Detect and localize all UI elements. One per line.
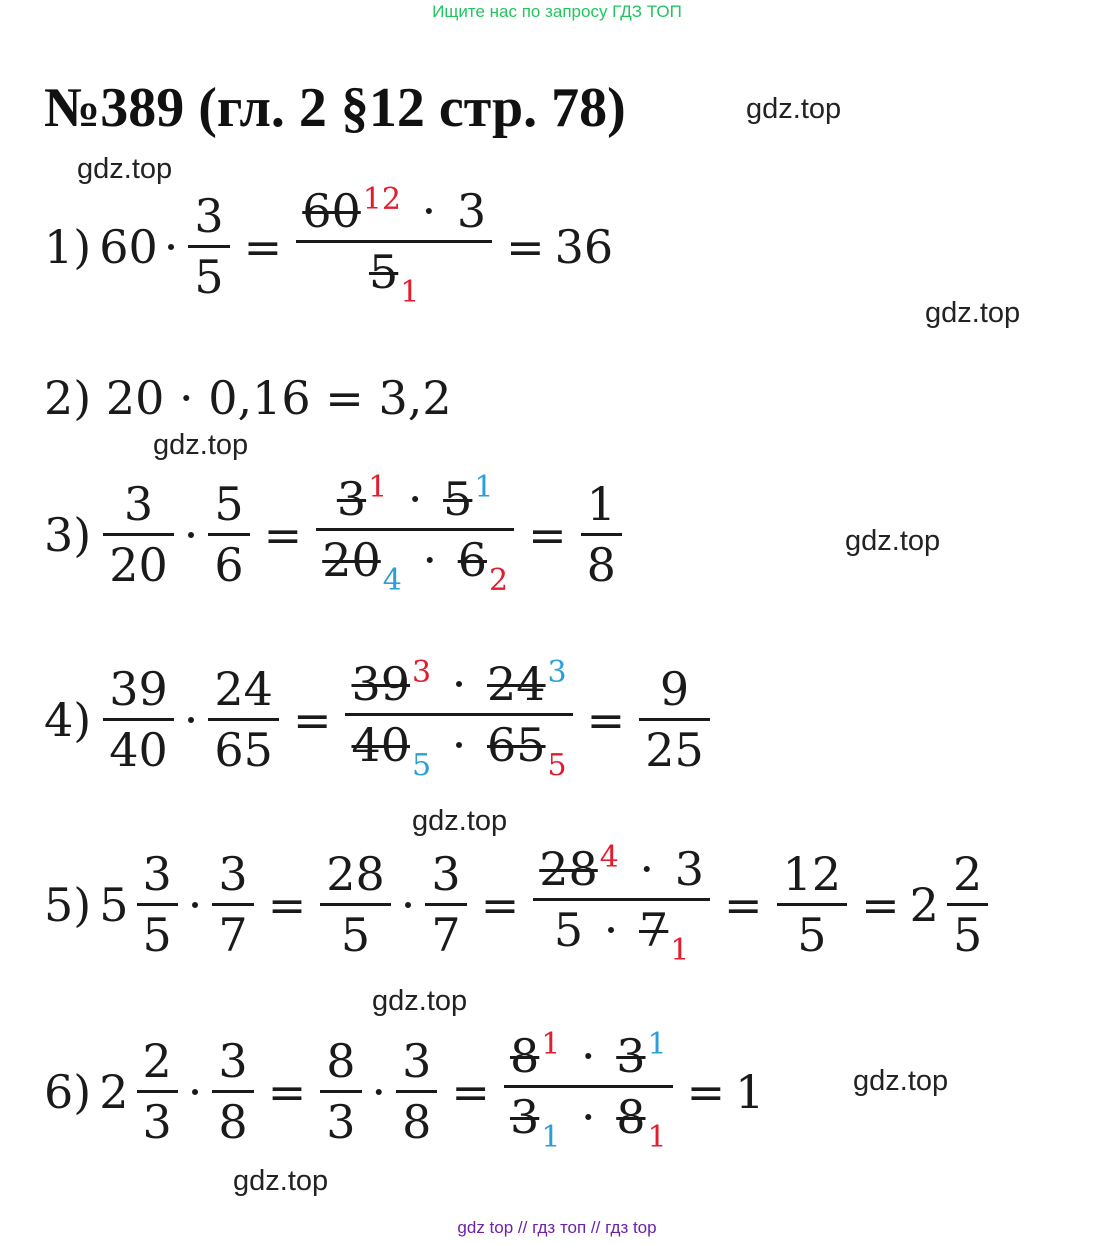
- multiply-sign: ·: [371, 1064, 387, 1119]
- fraction: [137, 1034, 178, 1149]
- multiply-sign: ·: [580, 1090, 596, 1144]
- multiply-sign: ·: [451, 657, 467, 711]
- numerator: [331, 470, 500, 528]
- reduced-value: 4: [599, 840, 619, 875]
- struck-number: 40: [351, 718, 411, 772]
- equals-sign: =: [724, 877, 763, 932]
- watermark: gdz.top: [77, 153, 173, 185]
- fraction: [396, 1034, 437, 1149]
- struck-number: 5: [368, 245, 399, 299]
- problem-2: [44, 371, 452, 425]
- denominator: 8: [586, 538, 616, 592]
- multiply-sign: ·: [400, 877, 416, 932]
- numerator: [504, 1027, 673, 1085]
- equals-sign: =: [686, 1064, 726, 1119]
- multiply-sign: ·: [639, 842, 655, 896]
- footer-links: gdz top // гдз топ // гдз top: [457, 1218, 657, 1237]
- reduced-value: 1: [474, 470, 494, 505]
- fraction: [208, 662, 279, 777]
- watermark: gdz.top: [412, 805, 508, 837]
- multiply-sign: ·: [580, 1029, 596, 1083]
- fraction: [777, 847, 848, 962]
- number: 3: [456, 184, 487, 238]
- denominator: 6: [214, 538, 244, 592]
- denominator: 5: [952, 908, 983, 962]
- number: 3: [674, 842, 705, 896]
- numerator: 39: [109, 662, 168, 716]
- fraction: [212, 847, 253, 962]
- numerator: [296, 182, 492, 240]
- denominator: 8: [402, 1095, 432, 1149]
- factor: 60: [99, 219, 158, 274]
- equals-sign: =: [451, 1064, 490, 1119]
- fraction: [103, 662, 174, 777]
- numerator: 8: [326, 1034, 356, 1088]
- denominator: [345, 716, 572, 781]
- multiply-sign: ·: [603, 903, 619, 957]
- struck-number: 20: [322, 533, 381, 587]
- fraction: [103, 477, 174, 592]
- problem-label: 5): [44, 877, 92, 932]
- denominator: 8: [218, 1095, 248, 1149]
- problem-label: 6): [44, 1064, 92, 1119]
- denominator: 5: [194, 250, 224, 304]
- fraction: [425, 847, 466, 962]
- problem-label: 1): [44, 219, 92, 274]
- fraction: [137, 847, 178, 962]
- fraction-reduced: [533, 840, 710, 968]
- problem-1: [44, 182, 614, 310]
- problem-5: [44, 840, 992, 968]
- numerator: 12: [782, 847, 842, 901]
- denominator: 65: [214, 723, 273, 777]
- problem-label: 4): [44, 692, 92, 747]
- reduced-value: 1: [647, 1027, 667, 1062]
- fraction-reduced: [296, 182, 492, 310]
- struck-number: 3: [336, 472, 367, 526]
- result: 1: [735, 1064, 765, 1119]
- denominator: [316, 531, 514, 596]
- denominator: 7: [431, 908, 461, 962]
- problem-6: [44, 1027, 765, 1155]
- multiply-sign: ·: [407, 472, 423, 526]
- numerator: 5: [214, 477, 244, 531]
- numerator: 3: [194, 189, 224, 243]
- fraction: [320, 847, 391, 962]
- reduced-value: 3: [412, 655, 432, 690]
- fraction-reduced: [504, 1027, 673, 1155]
- reduced-value: 1: [541, 1027, 561, 1062]
- page-title: №389 (гл. 2 §12 стр. 78): [44, 77, 626, 139]
- struck-number: 3: [509, 1090, 540, 1144]
- watermark: gdz.top: [372, 985, 468, 1017]
- fraction: [212, 1034, 253, 1149]
- numerator: 28: [326, 847, 385, 901]
- whole-part: 2: [909, 877, 939, 932]
- numerator: 3: [142, 847, 172, 901]
- watermark: gdz.top: [853, 1065, 949, 1097]
- struck-number: 7: [639, 903, 669, 957]
- denominator: 5: [142, 908, 172, 962]
- result-fraction: [581, 477, 622, 592]
- equals-sign: =: [263, 507, 303, 562]
- numerator: 3: [218, 847, 248, 901]
- denominator: 40: [109, 723, 168, 777]
- numerator: 3: [431, 847, 461, 901]
- reduced-value: 3: [547, 655, 567, 690]
- denominator: 3: [142, 1095, 172, 1149]
- problem-label: 3): [44, 507, 92, 562]
- struck-number: 6: [457, 533, 488, 587]
- multiply-sign: ·: [163, 219, 179, 274]
- numerator: 9: [659, 662, 690, 716]
- equals-sign: =: [586, 692, 626, 747]
- result-fraction: [639, 662, 710, 777]
- struck-number: 65: [487, 718, 546, 772]
- multiply-sign: ·: [183, 507, 199, 562]
- denominator: [504, 1088, 673, 1153]
- problem-text: 2) 20 · 0,16 = 3,2: [44, 371, 452, 425]
- struck-number: 24: [487, 657, 546, 711]
- struck-number: 3: [616, 1029, 646, 1083]
- top-banner: Ищите нас по запросу ГДЗ ТОП: [432, 2, 682, 21]
- denominator: 3: [326, 1095, 356, 1149]
- numerator: 3: [402, 1034, 432, 1088]
- equals-sign: =: [506, 219, 545, 274]
- fraction: [320, 1034, 361, 1149]
- watermark: gdz.top: [153, 429, 249, 461]
- fraction: [208, 477, 249, 592]
- watermark: gdz.top: [845, 525, 941, 557]
- equals-sign: =: [480, 877, 520, 932]
- problem-4: [44, 655, 714, 783]
- struck-number: 60: [302, 184, 361, 238]
- numerator: 24: [214, 662, 273, 716]
- numerator: [533, 840, 710, 898]
- reduced-value: 5: [412, 748, 432, 783]
- multiply-sign: ·: [187, 1064, 203, 1119]
- equals-sign: =: [243, 219, 283, 274]
- whole-part: 5: [99, 877, 129, 932]
- numerator: 2: [952, 847, 983, 901]
- fraction-reduced: [316, 470, 514, 598]
- struck-number: 8: [509, 1029, 540, 1083]
- watermark: gdz.top: [925, 297, 1021, 329]
- equals-sign: =: [528, 507, 567, 562]
- multiply-sign: ·: [421, 184, 437, 238]
- numerator: 3: [218, 1034, 248, 1088]
- struck-number: 39: [351, 657, 411, 711]
- fraction: [188, 189, 229, 304]
- reduced-value: 1: [368, 470, 388, 505]
- reduced-value: 5: [547, 748, 567, 783]
- reduced-value: 1: [541, 1120, 561, 1155]
- result-fraction: [947, 847, 988, 962]
- reduced-value: 4: [382, 563, 402, 598]
- denominator: 5: [797, 908, 827, 962]
- multiply-sign: ·: [187, 877, 203, 932]
- denominator: 7: [218, 908, 248, 962]
- reduced-value: 12: [362, 182, 401, 217]
- reduced-value: 2: [489, 563, 509, 598]
- struck-number: 8: [616, 1090, 646, 1144]
- multiply-sign: ·: [422, 533, 438, 587]
- reduced-value: 1: [647, 1120, 667, 1155]
- numerator: 2: [142, 1034, 172, 1088]
- whole-part: 2: [99, 1064, 129, 1119]
- equals-sign: =: [267, 1064, 307, 1119]
- problem-3: [44, 470, 626, 598]
- result: 36: [554, 219, 614, 274]
- reduced-value: 1: [670, 933, 690, 968]
- numerator: 3: [123, 477, 154, 531]
- denominator: 25: [645, 723, 704, 777]
- number: 5: [553, 903, 584, 957]
- numerator: [345, 655, 572, 713]
- denominator: 20: [109, 538, 168, 592]
- denominator: 5: [340, 908, 371, 962]
- numerator: 1: [586, 477, 616, 531]
- watermark: gdz.top: [233, 1165, 329, 1197]
- reduced-value: 1: [400, 275, 420, 310]
- struck-number: 5: [443, 472, 473, 526]
- denominator: [548, 901, 696, 966]
- fraction-reduced: [345, 655, 572, 783]
- equals-sign: =: [267, 877, 307, 932]
- multiply-sign: ·: [183, 692, 199, 747]
- watermark: gdz.top: [746, 93, 842, 125]
- equals-sign: =: [292, 692, 332, 747]
- struck-number: 28: [539, 842, 598, 896]
- equals-sign: =: [861, 877, 900, 932]
- multiply-sign: ·: [451, 718, 467, 772]
- denominator: [363, 243, 425, 308]
